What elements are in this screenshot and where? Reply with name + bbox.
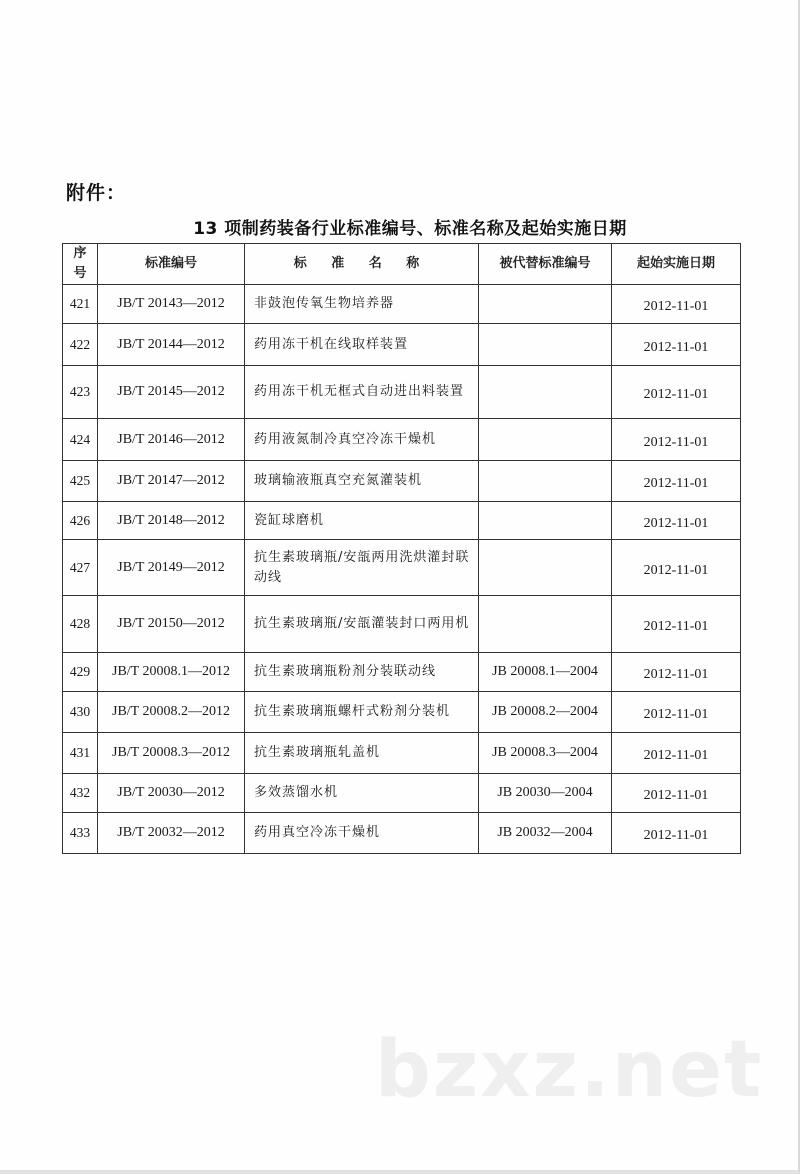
cell-replaced: JB 20008.2—2004 (479, 692, 612, 733)
header-code: 标准编号 (98, 244, 245, 285)
cell-date: 2012-11-01 (612, 774, 741, 813)
cell-code: JB/T 20150—2012 (98, 596, 245, 653)
cell-code: JB/T 20146—2012 (98, 419, 245, 461)
cell-date: 2012-11-01 (612, 540, 741, 596)
cell-name: 抗生素玻璃瓶/安瓿两用洗烘灌封联动线 (245, 540, 479, 596)
cell-seq: 425 (63, 461, 98, 502)
table-row (63, 596, 741, 653)
cell-code: JB/T 20008.3—2012 (98, 733, 245, 774)
cell-date: 2012-11-01 (612, 733, 741, 774)
cell-replaced (479, 596, 612, 653)
table-body (63, 285, 741, 854)
cell-seq: 423 (63, 366, 98, 419)
table-row (63, 366, 741, 419)
cell-seq: 431 (63, 733, 98, 774)
cell-seq: 429 (63, 653, 98, 692)
cell-replaced (479, 324, 612, 366)
table-row (63, 733, 741, 774)
cell-name: 抗生素玻璃瓶轧盖机 (245, 733, 479, 774)
cell-date: 2012-11-01 (612, 285, 741, 324)
cell-name: 药用冻干机在线取样装置 (245, 324, 479, 366)
cell-code: JB/T 20008.1—2012 (98, 653, 245, 692)
table-row (63, 813, 741, 854)
cell-replaced: JB 20032—2004 (479, 813, 612, 854)
cell-name: 瓷缸球磨机 (245, 502, 479, 540)
cell-code: JB/T 20143—2012 (98, 285, 245, 324)
cell-code: JB/T 20145—2012 (98, 366, 245, 419)
cell-replaced (479, 502, 612, 540)
cell-replaced: JB 20030—2004 (479, 774, 612, 813)
cell-date: 2012-11-01 (612, 502, 741, 540)
header-replaced: 被代替标准编号 (479, 244, 612, 285)
cell-name: 非鼓泡传氧生物培养器 (245, 285, 479, 324)
table-row (63, 692, 741, 733)
table-row (63, 653, 741, 692)
table-row (63, 774, 741, 813)
document-title: 13 项制药装备行业标准编号、标准名称及起始实施日期 (193, 219, 627, 239)
cell-date: 2012-11-01 (612, 596, 741, 653)
cell-replaced: JB 20008.1—2004 (479, 653, 612, 692)
header-seq: 序号 (63, 244, 98, 285)
cell-seq: 430 (63, 692, 98, 733)
cell-code: JB/T 20008.2—2012 (98, 692, 245, 733)
cell-seq: 432 (63, 774, 98, 813)
cell-replaced (479, 285, 612, 324)
cell-seq: 433 (63, 813, 98, 854)
cell-seq: 426 (63, 502, 98, 540)
cell-code: JB/T 20032—2012 (98, 813, 245, 854)
cell-code: JB/T 20148—2012 (98, 502, 245, 540)
cell-date: 2012-11-01 (612, 813, 741, 854)
cell-replaced: JB 20008.3—2004 (479, 733, 612, 774)
cell-seq: 427 (63, 540, 98, 596)
cell-name: 抗生素玻璃瓶粉剂分装联动线 (245, 653, 479, 692)
cell-name: 药用真空冷冻干燥机 (245, 813, 479, 854)
cell-code: JB/T 20147—2012 (98, 461, 245, 502)
header-date: 起始实施日期 (612, 244, 741, 285)
table-row (63, 285, 741, 324)
cell-replaced (479, 540, 612, 596)
cell-date: 2012-11-01 (612, 692, 741, 733)
table-row (63, 540, 741, 596)
cell-seq: 422 (63, 324, 98, 366)
cell-replaced (479, 366, 612, 419)
table-header-row (63, 244, 741, 285)
cell-date: 2012-11-01 (612, 461, 741, 502)
cell-code: JB/T 20144—2012 (98, 324, 245, 366)
cell-date: 2012-11-01 (612, 324, 741, 366)
cell-name: 抗生素玻璃瓶螺杆式粉剂分装机 (245, 692, 479, 733)
table-row (63, 502, 741, 540)
watermark: bzxz.net (375, 1025, 764, 1115)
table-row (63, 324, 741, 366)
cell-name: 多效蒸馏水机 (245, 774, 479, 813)
cell-seq: 424 (63, 419, 98, 461)
header-name: 标 准 名 称 (245, 244, 479, 285)
table-row (63, 419, 741, 461)
cell-name: 药用液氮制冷真空冷冻干燥机 (245, 419, 479, 461)
cell-name: 玻璃输液瓶真空充氮灌装机 (245, 461, 479, 502)
cell-date: 2012-11-01 (612, 419, 741, 461)
cell-date: 2012-11-01 (612, 653, 741, 692)
table-row (63, 461, 741, 502)
standards-table (62, 243, 741, 854)
cell-seq: 428 (63, 596, 98, 653)
cell-replaced (479, 461, 612, 502)
cell-name: 药用冻干机无框式自动进出料装置 (245, 366, 479, 419)
attachment-label: 附件： (66, 182, 127, 204)
cell-seq: 421 (63, 285, 98, 324)
cell-date: 2012-11-01 (612, 366, 741, 419)
cell-code: JB/T 20030—2012 (98, 774, 245, 813)
cell-replaced (479, 419, 612, 461)
cell-name: 抗生素玻璃瓶/安瓿灌装封口两用机 (245, 596, 479, 653)
cell-code: JB/T 20149—2012 (98, 540, 245, 596)
